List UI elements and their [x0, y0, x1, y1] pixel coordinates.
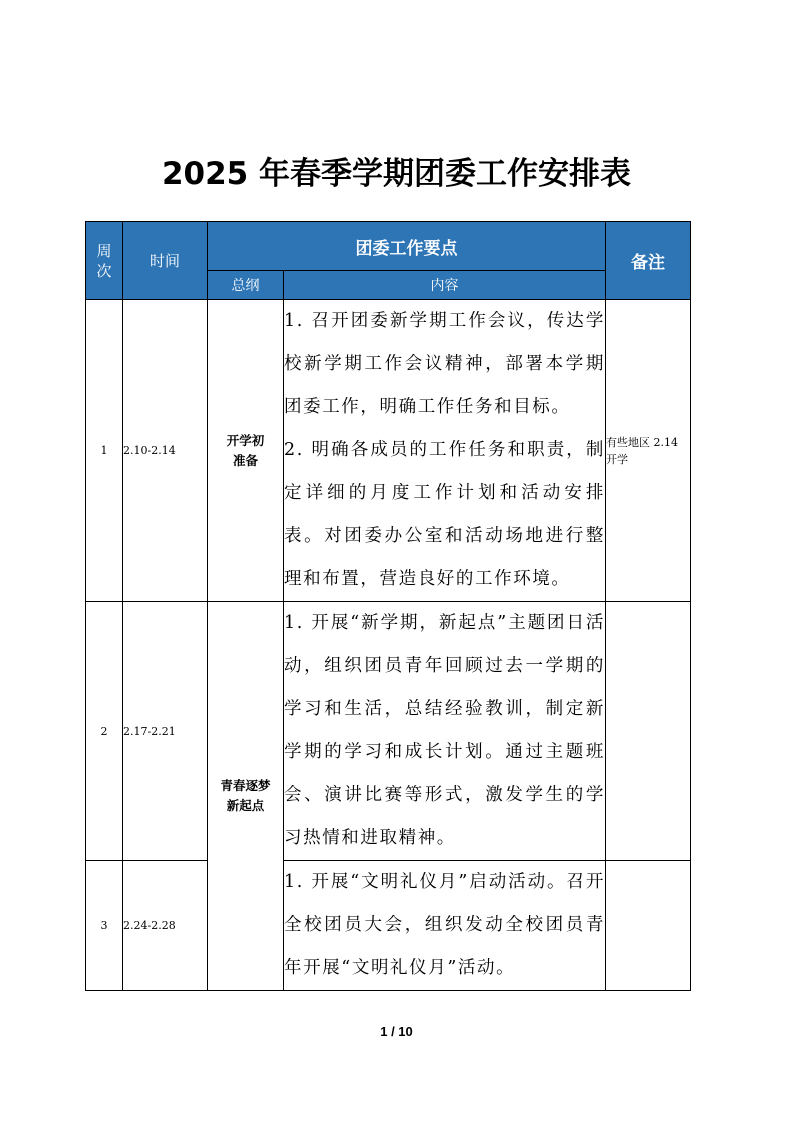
remarks-cell	[606, 602, 691, 861]
week-dates: 2.24-2.28	[123, 861, 208, 991]
outline-cell: 青春逐梦 新起点	[208, 602, 284, 991]
table-row	[86, 602, 691, 861]
content-cell	[284, 861, 606, 991]
content-item: 1. 开展“文明礼仪月”启动活动。召开全校团员大会，组织发动全校团员青年开展“文明礼仪月”活动。	[284, 872, 605, 978]
content-item: 1. 召开团委新学期工作会议，传达学校新学期工作会议精神，部署本学期团委工作，明确工作任务和目标。	[284, 311, 605, 417]
header-time: 时间	[123, 222, 208, 300]
week-number: 2	[86, 602, 123, 861]
table-row	[86, 300, 691, 602]
week-number: 3	[86, 861, 123, 991]
week-number: 1	[86, 300, 123, 602]
content-cell	[284, 602, 606, 861]
header-remarks: 备注	[606, 222, 691, 300]
remarks-cell: 有些地区 2.14 开学	[606, 300, 691, 602]
page-title: 2025 年春季学期团委工作安排表	[161, 156, 632, 192]
header-key-points: 团委工作要点	[208, 222, 606, 271]
content-item: 2. 明确各成员的工作任务和职责，制定详细的月度工作计划和活动安排表。对团委办公室和活动场地进行整理和布置，营造良好的工作环境。	[284, 440, 605, 589]
header-content: 内容	[284, 271, 606, 300]
outline-cell: 开学初 准备	[208, 300, 284, 602]
content-cell	[284, 300, 606, 602]
content-item: 1. 开展“新学期，新起点”主题团日活动，组织团员青年回顾过去一学期的学习和生活，总结经验教训，制定新学期的学习和成长计划。通过主题班会、演讲比赛等形式，激发学生的学习热情和进取精神。	[284, 613, 605, 848]
week-dates: 2.10-2.14	[123, 300, 208, 602]
remarks-cell	[606, 861, 691, 991]
table-row	[86, 861, 691, 991]
page-number: 1 / 10	[380, 1024, 413, 1039]
header-week: 周次	[86, 222, 123, 300]
header-outline: 总纲	[208, 271, 284, 300]
work-schedule-table	[85, 221, 691, 991]
week-dates: 2.17-2.21	[123, 602, 208, 861]
